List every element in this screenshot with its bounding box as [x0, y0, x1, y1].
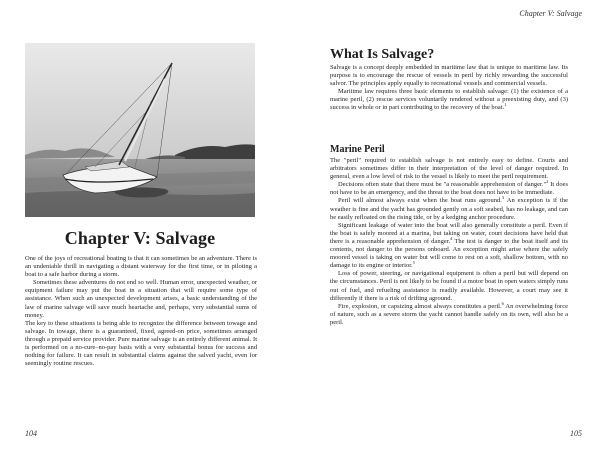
- footnote-ref: 6: [501, 300, 504, 306]
- paragraph-text: Fire, explosion, or capsizing almost always constitutes a peril.: [338, 302, 502, 310]
- running-head: Chapter V: Salvage: [519, 9, 582, 18]
- paragraph: The "peril" required to establish salvage is not entirely easy to define. Courts and arbitrators sometimes differ in their interpretation of the level of danger required. In general, even a low level of risk to the vessel is likely to meet the peril requirement.: [330, 157, 568, 181]
- subsection-heading: Marine Peril: [330, 144, 385, 155]
- paragraph: The key to these situations is being able to recognize the difference between towage and salvage. In towage, there is a guaranteed, fixed, agreed-on price, sometimes arranged through a prepaid service provider. Pure marine salvage is an entirely different animal. It is performed on a no-cure–no-pay basis with a very substantial bonus for success and nothing for failure. It can result in substantial claims against the salved yacht, even for seemingly routine rescues.: [25, 319, 257, 368]
- paragraph-text: Decisions often state that there must be "a reasonable apprehension of danger.": [338, 181, 547, 189]
- page-number: 105: [570, 429, 582, 438]
- footnote-ref: 4: [450, 235, 453, 241]
- paragraph: Sometimes these adventures do not end so well. Human error, unexpected weather, or equipment failure may put the boat in a situation that will require some type of assistance. When such an unexpected development arises, a basic understanding of the law of marine salvage will save much heartache and, perhaps, very substantial sums of money.: [25, 279, 257, 319]
- footnote-ref: 5: [412, 260, 415, 266]
- footnote-ref: 3: [501, 195, 505, 201]
- paragraph-text: The test is danger to the boat itself and its contents, not danger to the persons onboard. An exception might arise where the safely moored vessel is taking on water but will come to rest on a soft, shallow bottom, with no damage to its engine or interior.: [330, 237, 568, 270]
- intro-body-text: [330, 64, 568, 113]
- left-body-text: [25, 255, 257, 368]
- page-number: 104: [25, 429, 37, 438]
- paragraph: [330, 181, 568, 197]
- footnote-ref: 1: [504, 102, 507, 108]
- section-heading: What Is Salvage?: [330, 47, 435, 62]
- paragraph-text: An overwhelming force of nature, such as a severe storm the yacht cannot handle safely on its own, will also be a peril.: [330, 302, 568, 326]
- paragraph-text: Peril will almost always exist when the boat runs aground.: [338, 197, 502, 205]
- peril-body-text: [330, 157, 568, 327]
- paragraph: [330, 222, 568, 271]
- paragraph-text: An exception is if the weather is fine and the yacht has grounded gently on a soft seabed, has no leakage, and can be easily refloated on the rising tide, or by a kedging anchor procedure.: [330, 197, 568, 221]
- chapter-title: Chapter V: Salvage: [64, 228, 216, 248]
- footnote-ref: 2: [546, 179, 549, 185]
- paragraph-text: It does not have to be an emergency, and the threat to the boat does not have to be immediate.: [330, 181, 569, 197]
- grounded-sailboat-photo: [25, 43, 255, 217]
- paragraph: Salvage is a concept deeply embedded in maritime law that is unique to maritime law. Its purpose is to encourage the rescue of vessels in peril by richly rewarding the successful salvor. The principles apply equally to recreational vessels and commercial vessels.: [330, 64, 568, 88]
- paragraph: [330, 300, 568, 327]
- paragraph: [330, 197, 568, 221]
- paragraph: One of the joys of recreational boating is that it can sometimes be an adventure. There is an undeniable thrill in navigating a distant waterway for the first time, or in piloting a boat to a safe harbor during a storm.: [25, 255, 257, 279]
- paragraph-text: Maritime law requires three basic elements to establish salvage: (1) the existence of a marine peril, (2) rescue services voluntarily rendered without a preexisting duty, and (3) success in whole or in part contributing to the recovery of the boat.: [330, 88, 568, 112]
- paragraph-text: Significant leakage of water into the boat will also generally constitute a peril. Even if the boat is safely moored at a marina, but taking on water, court decisions have held that there is a reasonable apprehension of danger.: [330, 221, 568, 245]
- paragraph: [330, 88, 568, 112]
- paragraph: Loss of power, steering, or navigational equipment is often a peril but will depend on the circumstances. Peril is not likely to be found if a motor boat in open waters simply runs out of fuel, and refueling assistance is readily available. However, a court may see it differently if there is a risk of drifting aground.: [330, 270, 568, 302]
